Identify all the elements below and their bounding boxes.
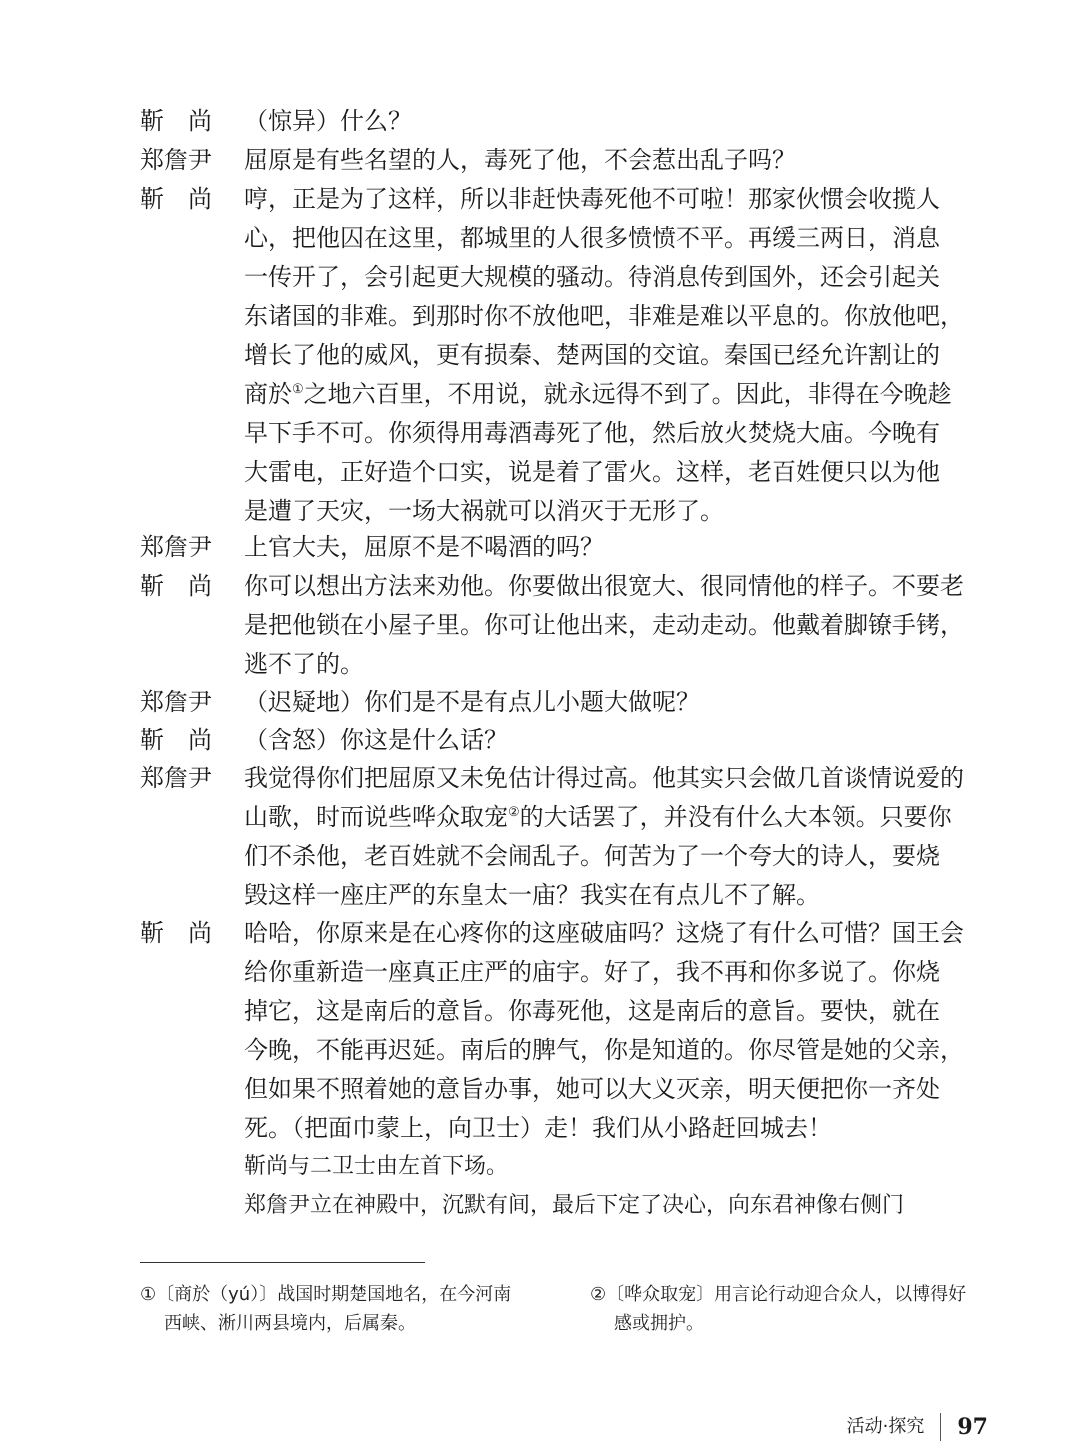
dialogue-line [140,606,1000,644]
dialogue-text: 心，把他囚在这里，都城里的人很多愤愤不平。再缓三两日，消息 [244,224,940,252]
dialogue-text: 上官大夫，屈原不是不喝酒的吗？ [244,533,604,561]
footnote-2 [590,1280,1000,1338]
dialogue-text [244,798,996,836]
text-segment: 的大话罢了，并没有什么大本领。只要你 [519,803,952,831]
stage-direction-text: 靳尚与二卫士由左首下场。 [244,1154,509,1179]
text-segment: 山歌，时而说些哗众取宠 [244,803,508,831]
speaker-name: 靳 尚 [140,107,212,135]
dialogue-text: 是把他锁在小屋子里。你可让他出来，走动走动。他戴着脚镣手铐， [244,611,964,639]
dialogue-text: 早下手不可。你须得用毒酒毒死了他，然后放火焚烧大庙。今晚有 [244,419,940,447]
speaker-name: 靳 尚 [140,572,212,600]
dialogue-line [140,1031,1000,1069]
dialogue-line [140,528,1000,566]
dialogue-line [140,180,1000,218]
speaker-name: 郑詹尹 [140,533,212,561]
dialogue-text: （含怒）你这是什么话？ [244,726,508,754]
dialogue-line [140,1109,1000,1147]
dialogue-text: 们不杀他，老百姓就不会闹乱子。何苦为了一个夸大的诗人，要烧 [244,842,940,870]
dialogue-line [140,876,1000,914]
speaker-name: 靳 尚 [140,726,212,754]
dialogue-line [140,1070,1000,1108]
stage-direction-text: 郑詹尹立在神殿中，沉默有间，最后下定了决心，向东君神像右侧门 [244,1193,905,1218]
footnote-line: ②〔哗众取宠〕用言论行动迎合众人，以博得好 [590,1284,967,1305]
dialogue-line [140,683,1000,721]
dialogue-line [140,837,1000,875]
footnote-1 [140,1280,560,1338]
dialogue-line [140,992,1000,1030]
dialogue-line [140,645,1000,683]
dialogue-line [140,953,1000,991]
dialogue-line [140,141,1000,179]
dialogue-text: 今晚，不能再迟延。南后的脾气，你是知道的。你尽管是她的父亲， [244,1036,964,1064]
dialogue-line [140,375,1000,413]
footer-divider [940,1413,941,1441]
dialogue-line [140,414,1000,452]
dialogue-text [244,375,996,413]
dialogue-text: 逃不了的。 [244,650,364,678]
dialogue-line [140,258,1000,296]
dialogue-text: 但如果不照着她的意旨办事，她可以大义灭亲，明天便把你一齐处 [244,1075,940,1103]
dialogue-line [140,102,1000,140]
dialogue-text: 屈原是有些名望的人，毒死了他，不会惹出乱子吗？ [244,146,796,174]
dialogue-text: 给你重新造一座真正庄严的庙宇。好了，我不再和你多说了。你烧 [244,958,940,986]
footnote-divider [140,1262,425,1263]
footnote-line: 西峡、淅川两县境内，后属秦。 [164,1313,416,1334]
dialogue-line [140,759,1000,797]
footnote-line: 感或拥护。 [614,1313,704,1334]
text-segment: 商於 [244,380,292,408]
text-segment: 之地六百里，不用说，就永远得不到了。因此，非得在今晚趁 [303,380,952,408]
dialogue-text: 死。（把面巾蒙上，向卫士）走！我们从小路赶回城去！ [244,1114,832,1142]
dialogue-text: （惊异）什么？ [244,107,412,135]
dialogue-line [140,914,1000,952]
dialogue-text: 哈哈，你原来是在心疼你的这座破庙吗？这烧了有什么可惜？国王会 [244,919,964,947]
dialogue-text: （迟疑地）你们是不是有点儿小题大做呢？ [244,688,700,716]
footnote-ref: ① [292,382,304,397]
page-footer [847,1412,988,1442]
footnote-ref: ② [508,805,520,820]
stage-direction [140,1187,1000,1225]
speaker-name: 郑詹尹 [140,146,212,174]
dialogue-line [140,567,1000,605]
dialogue-text: 增长了他的威风，更有损秦、楚两国的交谊。秦国已经允许割让的 [244,341,940,369]
dialogue-text: 你可以想出方法来劝他。你要做出很宽大、很同情他的样子。不要老 [244,572,964,600]
dialogue-line [140,297,1000,335]
footnote-line: ①〔商於（yú）〕战国时期楚国地名，在今河南 [140,1284,512,1305]
dialogue-text: 东诸国的非难。到那时你不放他吧，非难是难以平息的。你放他吧， [244,302,964,330]
dialogue-line [140,721,1000,759]
dialogue-line [140,219,1000,257]
dialogue-line [140,492,1000,530]
dialogue-text: 是遭了天灾，一场大祸就可以消灭于无形了。 [244,497,724,525]
page-number: 97 [957,1414,988,1440]
speaker-name: 靳 尚 [140,919,212,947]
dialogue-text: 掉它，这是南后的意旨。你毒死他，这是南后的意旨。要快，就在 [244,997,940,1025]
dialogue-text: 哼，正是为了这样，所以非赶快毒死他不可啦！那家伙惯会收揽人 [244,185,940,213]
dialogue-text: 毁这样一座庄严的东皇太一庙？我实在有点儿不了解。 [244,881,820,909]
section-label: 活动·探究 [846,1416,925,1437]
speaker-name: 靳 尚 [140,185,212,213]
speaker-name: 郑詹尹 [140,764,212,792]
dialogue-text: 大雷电，正好造个口实，说是着了雷火。这样，老百姓便只以为他 [244,458,940,486]
dialogue-line [140,798,1000,836]
dialogue-text: 一传开了，会引起更大规模的骚动。待消息传到国外，还会引起关 [244,263,940,291]
dialogue-line [140,336,1000,374]
speaker-name: 郑詹尹 [140,688,212,716]
dialogue-line [140,453,1000,491]
stage-direction [140,1148,1000,1186]
dialogue-text: 我觉得你们把屈原又未免估计得过高。他其实只会做几首谈情说爱的 [244,764,964,792]
